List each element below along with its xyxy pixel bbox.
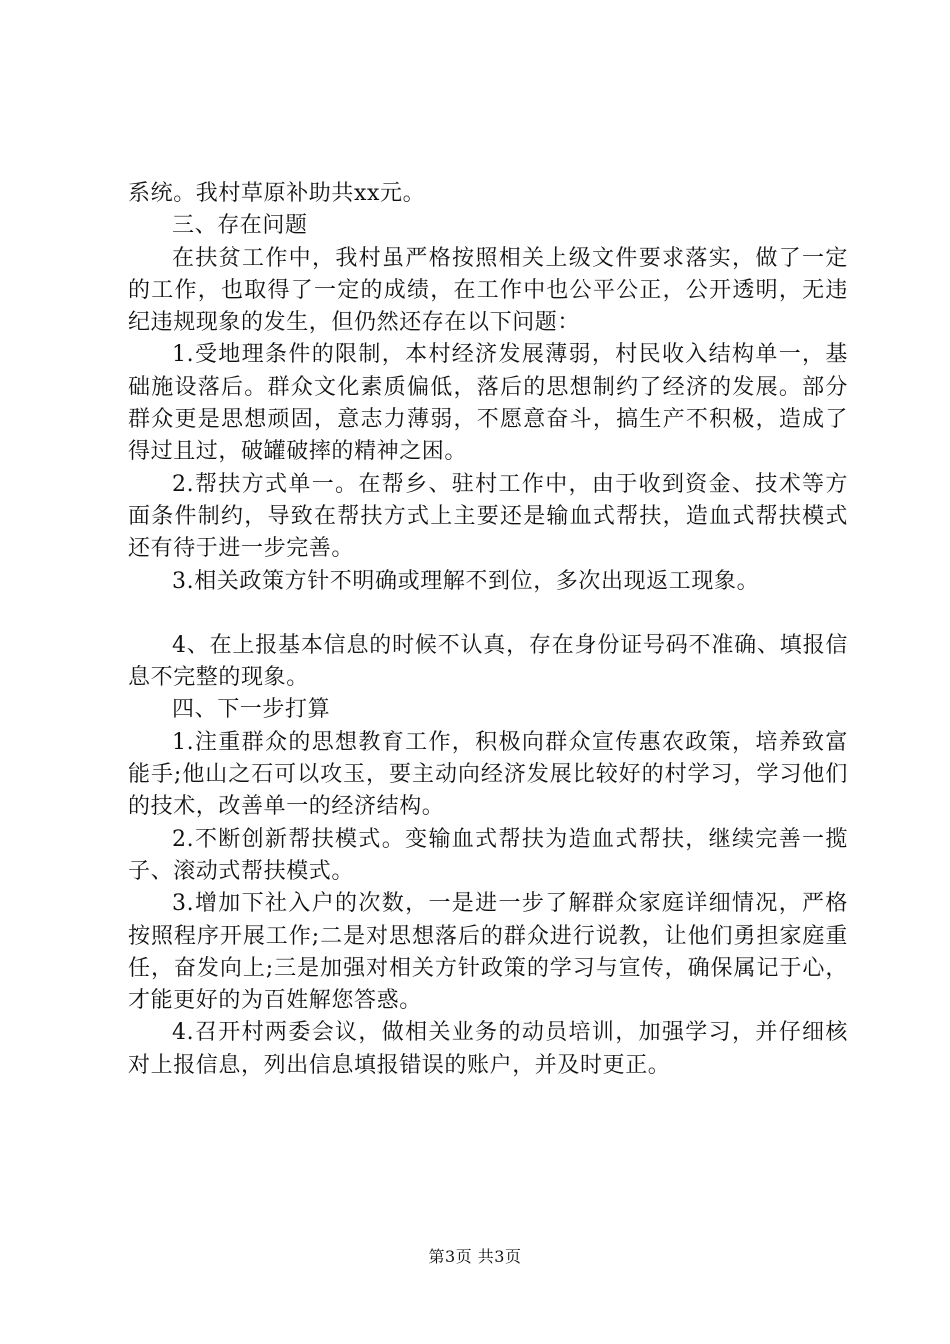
paragraph-problem-1: 1.受地理条件的限制，本村经济发展薄弱，村民收入结构单一，基础施设落后。群众文化素质偏低，落后的思想制约了经济的发展。部分群众更是思想顽固，意志力薄弱，不愿意奋斗，搞生产不积极，造成了得过且过，破罐破摔的精神之困。: [128, 342, 848, 465]
document-body: [128, 178, 848, 1082]
paragraph-continuation: 系统。我村草原补助共xx元。: [128, 181, 426, 206]
paragraph-plan-1: 1.注重群众的思想教育工作，积极向群众宣传惠农政策，培养致富能手;他山之石可以攻玉，要主动向经济发展比较好的村学习，学习他们的技术，改善单一的经济结构。: [128, 729, 848, 820]
page-number-footer: 第3页 共3页: [428, 1247, 522, 1266]
section-heading-next-steps: 四、下一步打算: [172, 697, 331, 723]
section-heading-problems: 三、存在问题: [172, 213, 308, 239]
paragraph-plan-3: 3.增加下社入户的次数，一是进一步了解群众家庭详细情况，严格按照程序开展工作;二是对思想落后的群众进行说教，让他们勇担家庭重任，奋发向上;三是加强对相关方针政策的学习与宣传，确保属记于心，才能更好的为百姓解您答惑。: [128, 891, 848, 1014]
blank-line: [128, 598, 848, 630]
paragraph-plan-4: 4.召开村两委会议，做相关业务的动员培训，加强学习，并仔细核对上报信息，列出信息填报错误的账户，并及时更正。: [128, 1020, 848, 1078]
paragraph-problem-4: 4、在上报基本信息的时候不认真，存在身份证号码不准确、填报信息不完整的现象。: [128, 632, 848, 691]
paragraph-problems-intro: 在扶贫工作中，我村虽严格按照相关上级文件要求落实，做了一定的工作，也取得了一定的成绩，在工作中也公平公正，公开透明，无违纪违规现象的发生，但仍然还存在以下问题：: [128, 245, 848, 336]
paragraph-problem-2: 2.帮扶方式单一。在帮乡、驻村工作中，由于收到资金、技术等方面条件制约，导致在帮扶方式上主要还是输血式帮扶，造血式帮扶模式还有待于进一步完善。: [128, 471, 848, 562]
paragraph-problem-3: 3.相关政策方针不明确或理解不到位，多次出现返工现象。: [172, 568, 760, 594]
paragraph-plan-2: 2.不断创新帮扶模式。变输血式帮扶为造血式帮扶，继续完善一揽子、滚动式帮扶模式。: [128, 826, 848, 884]
